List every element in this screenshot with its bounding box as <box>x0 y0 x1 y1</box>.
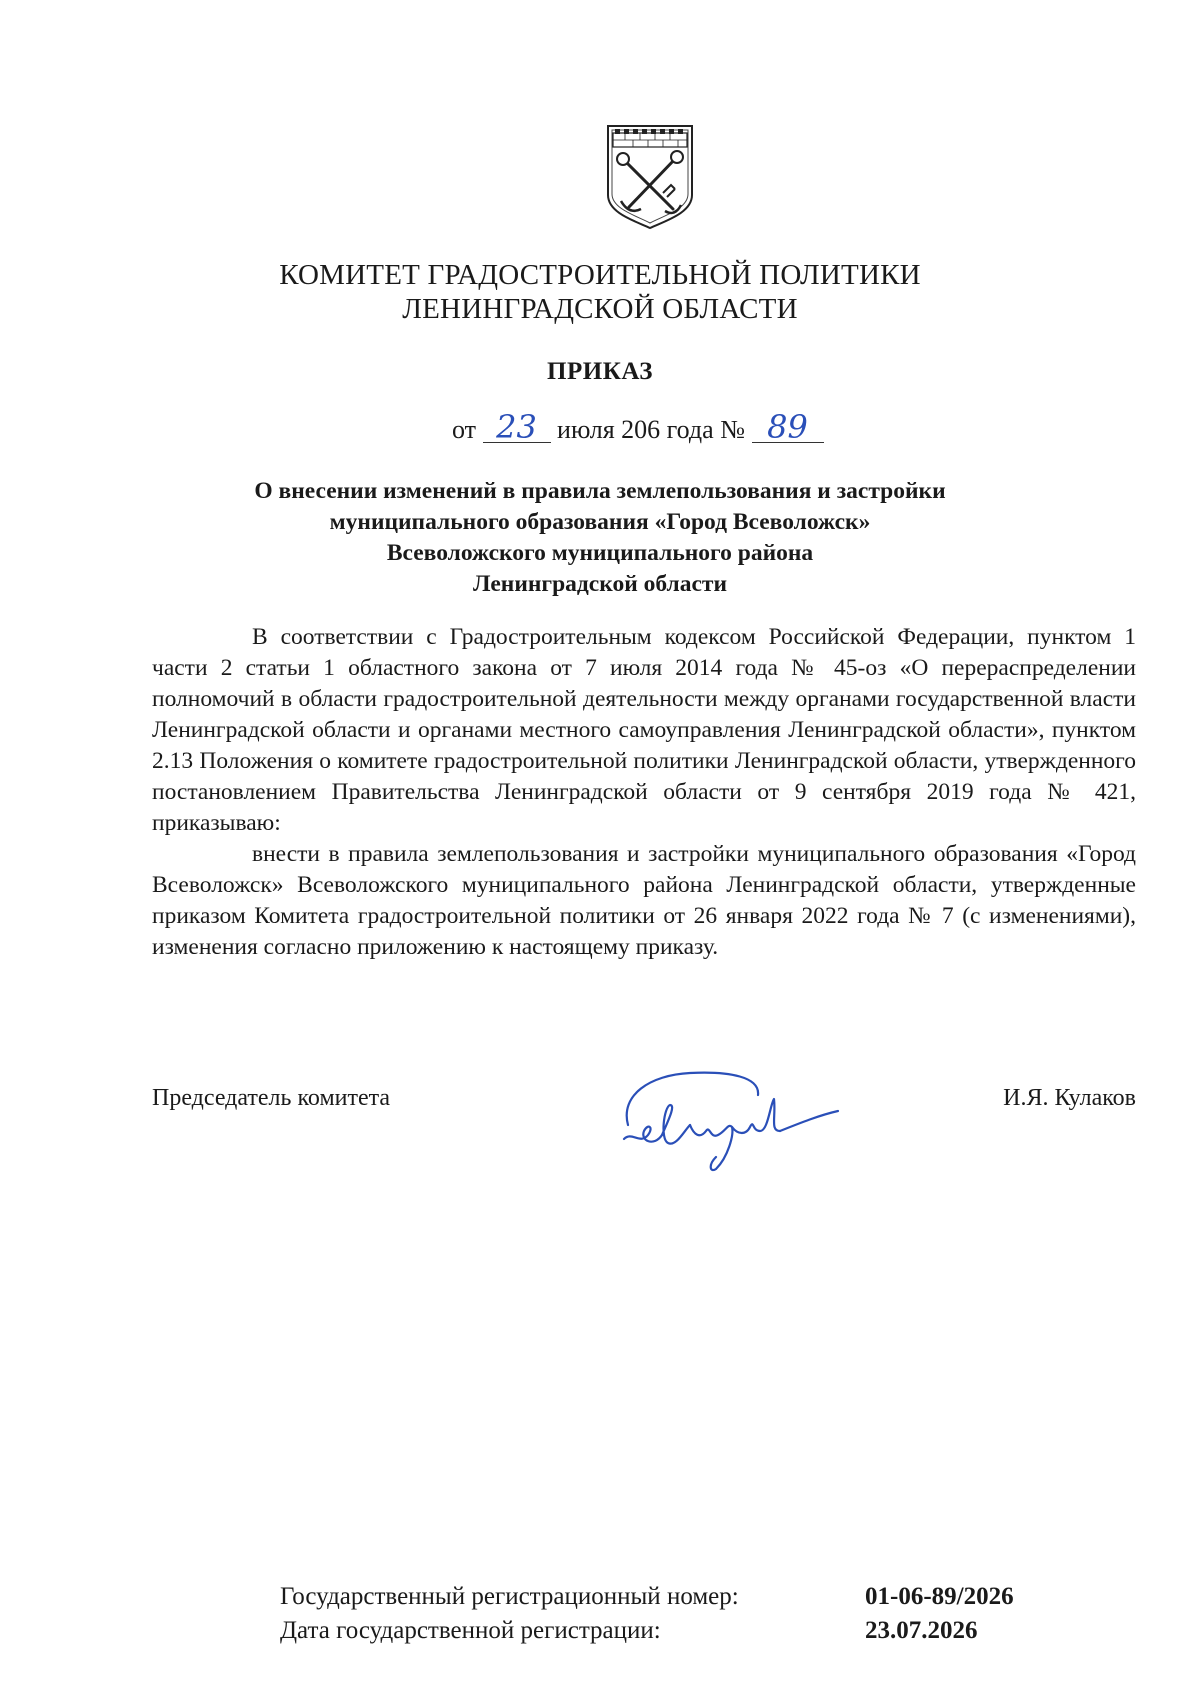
coat-of-arms-icon <box>605 123 695 230</box>
order-date-number-line <box>452 408 824 447</box>
registration-date-value: 23.07.2026 <box>865 1617 978 1644</box>
subject-line: Всеволожского муниципального района <box>386 540 814 566</box>
signatory-role: Председатель комитета <box>152 1085 391 1111</box>
organization-name-line2: ЛЕНИНГРАДСКОЙ ОБЛАСТИ <box>402 293 798 325</box>
registration-date-label: Дата государственной регистрации: <box>280 1617 661 1644</box>
subject-line: муниципального образования «Город Всеволожск» <box>329 509 871 535</box>
document-type-title: ПРИКАЗ <box>547 358 653 385</box>
handwritten-day: 23 <box>483 412 551 443</box>
signatory-name: И.Я. Кулаков <box>1003 1085 1136 1111</box>
subject-line: О внесении изменений в правила землепользования и застройки <box>254 478 946 504</box>
subject-line: Ленинградской области <box>473 571 727 597</box>
registration-number-value: 01-06-89/2026 <box>865 1583 1014 1610</box>
document-subject <box>0 476 1200 600</box>
document-body <box>152 622 1136 963</box>
order-prefix: от <box>452 415 477 444</box>
body-paragraph-order: внести в правила землепользования и застройки муниципального образования «Город Всеволожск» Всеволожского муниципального района Ленинградской области, утвержденные приказом Комитета градостроительной политики от 26 января 2022 года № 7 (с изменениями), изменения согласно приложению к настоящему приказу. <box>152 841 1136 960</box>
order-month-year: июля 206 года № <box>557 415 745 444</box>
organization-name-line1: КОМИТЕТ ГРАДОСТРОИТЕЛЬНОЙ ПОЛИТИКИ <box>279 259 921 291</box>
handwritten-order-number: 89 <box>752 412 824 443</box>
handwritten-signature <box>610 1065 840 1175</box>
body-paragraph-preamble: В соответствии с Градостроительным кодексом Российской Федерации, пунктом 1 части 2 статьи 1 областного закона от 7 июля 2014 года № 45-оз «О перераспределении полномочий в области градостроительной деятельности между органами государственной власти Ленинградской области и органами местного самоуправления Ленинградской области», пунктом 2.13 Положения о комитете градостроительной политики Ленинградской области, утвержденного постановлением Правительства Ленинградской области от 9 сентября 2019 года № 421, приказываю: <box>152 624 1136 836</box>
registration-number-label: Государственный регистрационный номер: <box>280 1583 739 1610</box>
